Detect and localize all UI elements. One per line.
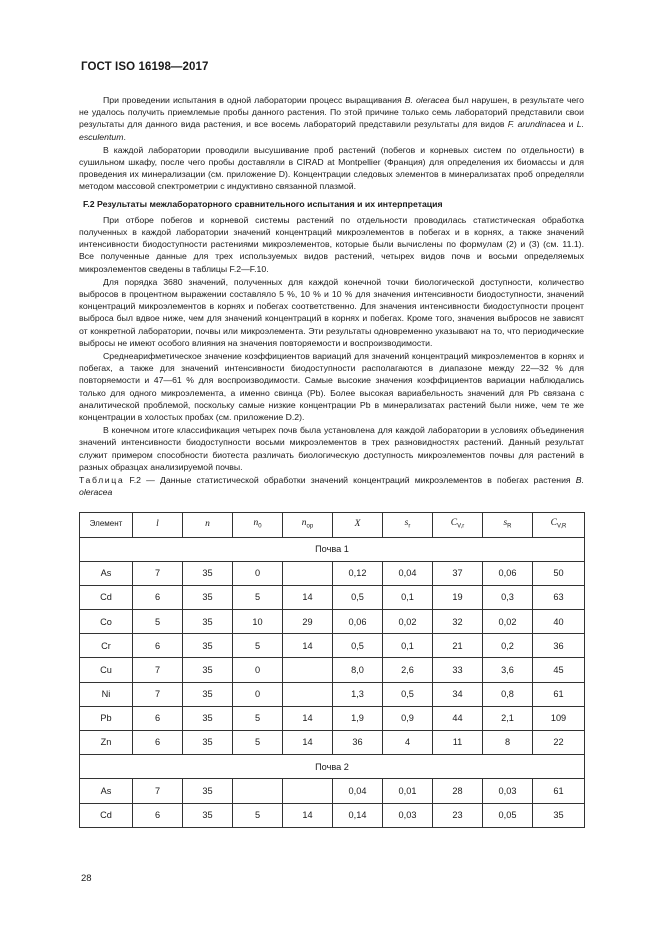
table-cell: 35 [183,682,233,706]
table-cell: 0,5 [333,634,383,658]
column-header-subscript: V,r [457,523,465,530]
column-header-label: n [301,517,307,528]
table-cell: 21 [433,634,483,658]
table-cell: 0,03 [383,803,433,827]
table-cell: 0,9 [383,706,433,730]
section-heading: F.2 Результаты межлабораторного сравнительного испытания и их интерпретация [83,198,443,209]
table-cell: 35 [183,731,233,755]
column-header-subscript: r [408,523,411,530]
table-cell: 7 [133,779,183,803]
table-cell: 0 [233,682,283,706]
column-header [283,512,333,537]
table-row [80,779,585,803]
table-cell: 0 [233,561,283,585]
column-header-label: Элемент [89,519,123,529]
soil-group-row [80,537,585,561]
table-cell: Zn [80,731,133,755]
table-cell: 5 [233,706,283,730]
table-cell: 14 [283,634,333,658]
table-cell: 0,06 [483,561,533,585]
table-cell: 7 [133,682,183,706]
table-cell: 22 [533,731,585,755]
paragraph: В конечном итоге классификация четырех почв была установлена для каждой лаборатории в условиях объединения значений интенсивности биодоступности восьми микроэлементов в трех разновидностях растений. Данный результат служит примером способности биотеста различать биологическую доступность микроэлементов почвы для растений в разных образцах анализируемой почвы. [79,425,584,472]
page-number: 28 [81,873,92,884]
table-cell: 2,1 [483,706,533,730]
column-header-label: l [156,519,159,530]
paragraph: Среднеарифметическое значение коэффициентов вариаций для значений концентраций микроэлементов в корнях и побегах, а также для значений интенсивности биодоступности располагаются в диапазоне между 22—32 % для повторяемости и 47—61 % для воспроизводимости. Самые высокие значения коэффициентов вариации наблюдались только для одного микроэлемента, а именно свинца (Pb). Более высокая вариабельность значений для Pb связана с аналитической проблемой, поскольку самые низкие концентрации Pb в минерализатах растений были ниже, чем те же концентрации в холостых пробах (см. приложение D.2). [79,351,584,423]
table-cell: 36 [533,634,585,658]
soil-group-row [80,755,585,779]
table-cell: 34 [433,682,483,706]
table-row [80,585,585,609]
soil-group-label: Почва 2 [80,755,585,779]
table-cell: Cu [80,658,133,682]
table-cell: 35 [183,634,233,658]
soil-group-label: Почва 1 [80,537,585,561]
table-cell: 0,14 [333,803,383,827]
table-cell: 7 [133,561,183,585]
table-cell: 6 [133,706,183,730]
table-body [80,537,585,827]
table-cell: 35 [183,779,233,803]
table-cell: As [80,561,133,585]
table-cell: 35 [183,561,233,585]
table-cell: Ni [80,682,133,706]
column-header-label: s [404,517,409,528]
table-cell: 0,04 [383,561,433,585]
table-cell: 0,02 [383,610,433,634]
paragraph: Для порядка 3680 значений, полученных для каждой конечной точки биологической доступности, количество выбросов в процентном выражении составляло 5 %, 10 % и 10 % для значения интенсивности биодоступности, значений концентраций микроэлементов в корнях и побегах соответственно. Для значения интенсивности биодоступности процент выброса был вдвое ниже, чем для значений концентраций в корнях и побегах. Кроме того, значения выбросов не зависят от конкретной лаборатории, почвы или микроэлемента. Эти результаты одновременно указывают на то, что периодические выбросы не имеют особого влияния на значения повторяемости и воспроизводимости. [79,276,584,348]
table-cell: 61 [533,779,585,803]
table-cell: 19 [433,585,483,609]
column-header-label: n [205,519,210,530]
table-row [80,610,585,634]
document-header: ГОСТ ISO 16198—2017 [81,61,209,73]
table-cell: 0,1 [383,634,433,658]
table-cell: 8 [483,731,533,755]
column-header-subscript: R [507,523,512,530]
table-cell: 0,03 [483,779,533,803]
table-cell: 4 [383,731,433,755]
column-header-label: C [450,517,458,528]
paragraph: В каждой лаборатории проводили высушивание проб растений (побегов и корневых систем по отдельности) в сушильном шкафу, после чего пробы доставляли в CIRAD at Montpellier (Франция) для определения их биомассы и для проведения их минерализации (см. приложение D). Концентрации следовых элементов в минерализатах проб определяли методом массовой спектрометрии с индуктивно связанной плазмой. [79,144,584,192]
table-cell: 6 [133,731,183,755]
table-cell [233,779,283,803]
table-cell: 33 [433,658,483,682]
table-cell: As [80,779,133,803]
table-cell: 0,12 [333,561,383,585]
table-cell: 1,9 [333,706,383,730]
table-row [80,803,585,827]
table-cell: 0,1 [383,585,433,609]
table-cell: 0,3 [483,585,533,609]
column-header-label: C [550,517,557,528]
table-cell: Cr [80,634,133,658]
table-cell: 35 [533,803,585,827]
table-cell: 1,3 [333,682,383,706]
table-cell: 14 [283,731,333,755]
table-row [80,682,585,706]
column-header [233,512,283,537]
table-cell: 37 [433,561,483,585]
table-cell: 5 [133,610,183,634]
table-cell: 11 [433,731,483,755]
column-header-label: s [503,517,508,528]
table-cell: 7 [133,658,183,682]
table-cell: 0,8 [483,682,533,706]
table-cell: Cd [80,585,133,609]
table-cell: Co [80,610,133,634]
table-cell: 0,2 [483,634,533,658]
table-cell [283,658,333,682]
column-header-subscript: 0 [258,523,262,530]
column-header [133,512,183,537]
table-cell: 32 [433,610,483,634]
table-cell: 0,5 [383,682,433,706]
column-header [333,512,383,537]
table-cell: 0,01 [383,779,433,803]
column-header-subscript: op [306,523,314,530]
table-cell: 45 [533,658,585,682]
table-cell [283,779,333,803]
paragraph: При проведении испытания в одной лаборатории процесс выращивания B. oleracea был нарушен, в результате чего не удалось получить приемлемые пробы данного растения. По этой причине только семь лабораторий представили свои результаты для данного вида растения, и все восемь лабораторий представили результаты для видов F. arundinacea и L. esculentum. [79,95,584,142]
table-cell: 109 [533,706,585,730]
table-cell: 14 [283,803,333,827]
table-cell: 0,04 [333,779,383,803]
column-header-subscript: V,R [556,523,567,530]
table-cell: 8,0 [333,658,383,682]
table-cell: 0,5 [333,585,383,609]
table-cell: 28 [433,779,483,803]
table-caption-prefix: Таблица [79,475,125,486]
table-cell: Pb [80,706,133,730]
table-cell: 0,05 [483,803,533,827]
table-cell: 5 [233,634,283,658]
column-header [80,512,133,537]
table-cell [283,682,333,706]
table-row [80,658,585,682]
table-cell: 6 [133,634,183,658]
page-content [79,94,584,828]
table-cell: 35 [183,610,233,634]
table-cell: 61 [533,682,585,706]
data-table [79,512,585,828]
table-row [80,634,585,658]
table-cell: 0 [233,658,283,682]
table-cell: 35 [183,706,233,730]
table-cell: 35 [183,658,233,682]
column-header [183,512,233,537]
table-cell: 36 [333,731,383,755]
paragraph: При отборе побегов и корневой системы растений по отдельности проводилась статистическая обработка полученных в каждой лаборатории значений концентраций микроэлементов в побегах и в корнях, а также значений интенсивности биодоступности растениями микроэлементов, которые были вычислены по формулам (2) и (3) (см. 11.1). Все полученные данные для трех используемых видов растений, четырех видов почв и восьми определяемых микроэлементов сведены в таблицы F.2—F.10. [79,214,584,274]
table-cell: 35 [183,585,233,609]
column-header [483,512,533,537]
table-row [80,561,585,585]
column-header [433,512,483,537]
table-cell: Cd [80,803,133,827]
table-cell: 23 [433,803,483,827]
table-cell: 40 [533,610,585,634]
table-cell: 6 [133,585,183,609]
table-cell: 2,6 [383,658,433,682]
table-cell: 10 [233,610,283,634]
table-cell: 5 [233,585,283,609]
table-cell: 0,02 [483,610,533,634]
table-cell: 14 [283,585,333,609]
table-cell: 35 [183,803,233,827]
column-header-label: X [354,519,361,530]
table-cell: 63 [533,585,585,609]
table-cell: 50 [533,561,585,585]
table-row [80,731,585,755]
table-row [80,706,585,730]
table-cell [283,561,333,585]
table-caption [79,474,584,498]
table-caption-text: F.2 — Данные статистической обработки значений концентраций микроэлементов в побегах растения [124,475,576,486]
table-cell: 3,6 [483,658,533,682]
table-cell: 14 [283,706,333,730]
table-cell: 29 [283,610,333,634]
table-cell: 0,06 [333,610,383,634]
column-header [533,512,585,537]
table-header-row [80,512,585,537]
table-cell: 6 [133,803,183,827]
table-cell: 44 [433,706,483,730]
column-header [383,512,433,537]
table-cell: 5 [233,803,283,827]
table-cell: 5 [233,731,283,755]
column-header-label: n [253,517,259,528]
table-caption-species: B. oleracea [79,475,584,498]
